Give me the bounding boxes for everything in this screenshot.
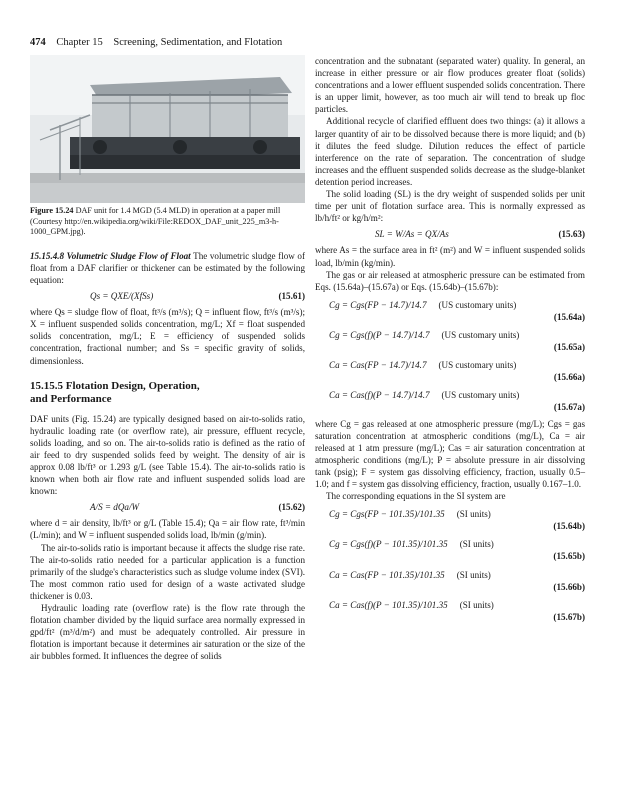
chapter-title: Screening, Sedimentation, and Flotation <box>113 37 283 48</box>
us-equation: Ca = Cas(f)(P − 14.7)/14.7 (US customary units) (15.67a) <box>329 390 585 413</box>
where-paragraph-1: where Qs = sludge flow of float, ft³/s (m³/s); Q = influent flow, ft³/s (m³/s); X = influent suspended solids concentration, mg/L; Xf = float suspended solids concentration, mg/L; E = efficiency of suspended solids concentration, fractional number; and Ss = specific gravity of solids, dimensionless. <box>30 307 305 366</box>
paragraph: Hydraulic loading rate (overflow rate) is the flow rate through the flotation chamber divided by the liquid surface area normally expressed in gpd/ft² (m³/d/m²) and must be adequately controlled. Air pressure in flotation is important because it determines air saturation or the size of the air bubbles formed. It influences the degree of solids <box>30 603 305 662</box>
si-equation: Cg = Cgs(FP − 101.35)/101.35 (SI units) (15.64b) <box>329 509 585 532</box>
section-heading: 15.15.5 Flotation Design, Operation, and Performance <box>30 379 200 406</box>
si-equation: Ca = Cas(FP − 101.35)/101.35 (SI units) (15.66b) <box>329 569 585 592</box>
subsection-heading: 15.15.4.8 Volumetric Sludge Flow of Float <box>30 250 191 261</box>
us-equation: Cg = Cgs(FP − 14.7)/14.7 (US customary units) (15.64a) <box>329 299 585 322</box>
paragraph: Additional recycle of clarified effluent does two things: (a) it allows a larger quantity of air to be dissolved because there is more liquid; and (b) it dilutes the feed sludge. Dilution reduces the effect of particle interference on the rate of separation. The concentration of sludge increases and the effluent suspended solids decrease as the sludge-blanket detention period increases. <box>315 116 585 187</box>
paragraph: DAF units (Fig. 15.24) are typically designed based on air-to-solids ratio, hydraulic loading rate (or overflow rate), air pressure, effluent recycle, solids loading, and so on. The air-to-solids ratio is defined as the ratio of air feed to dry suspended solids feed by weight. The density of air is approx 0.08 lb/ft³ or 1.293 g/L (see Table 15.4). The air-to-solids ratio is known when both air flow rate and influent suspended solids load are known: <box>30 413 305 497</box>
equation-15-61: Qs = QXE/(XfSs) (15.61) <box>90 291 305 302</box>
us-equation: Ca = Cas(FP − 14.7)/14.7 (US customary units) (15.66a) <box>329 360 585 383</box>
subsection-paragraph: 15.15.4.8 Volumetric Sludge Flow of Float The volumetric sludge flow of float from a DAF clarifier or thickener can be estimated by the following equation: <box>30 250 305 285</box>
si-equation: Cg = Cgs(f)(P − 101.35)/101.35 (SI units) (15.65b) <box>329 539 585 562</box>
si-equation: Ca = Cas(f)(P − 101.35)/101.35 (SI units) (15.67b) <box>329 599 585 622</box>
where-paragraph-3: where As = the surface area in ft² (m²) and W = influent suspended solids load, lb/min (kg/min). <box>315 245 585 268</box>
paragraph: concentration and the subnatant (separated water) quality. In general, an increase in either pressure or air flow produces greater float (solids) concentrations and a lower effluent suspended solids concentration. There is an upper limit, however, as too much air will tend to break up floc particles. <box>315 56 585 115</box>
page-number: 474 <box>30 37 46 48</box>
figure-caption: Figure 15.24 DAF unit for 1.4 MGD (5.4 MLD) in operation at a paper mill (Courtesy http://en.wikipedia.org/wiki/File:REDOX_DAF_unit_225_m3-h-1000_GPM.jpg). <box>30 206 281 237</box>
paragraph: The air-to-solids ratio is important because it affects the sludge rise rate. The air-to-solids ratio needed for a particular application is a function primarily of the sludge's characteristics such as sludge volume index (SVI). The most common ratio used for design of a waste activated sludge thickener is 0.03. <box>30 542 305 601</box>
paragraph: The solid loading (SL) is the dry weight of suspended solids per unit time per unit of flotation surface area. This is normally expressed as lb/h/ft² or kg/h/m²: <box>315 189 585 224</box>
us-equation: Cg = Cgs(f)(P − 14.7)/14.7 (US customary units) (15.65a) <box>329 329 585 353</box>
equation-15-62: A/S = dQa/W (15.62) <box>90 502 305 513</box>
daf-unit-photo <box>30 55 305 203</box>
running-header <box>30 37 282 48</box>
paragraph: The corresponding equations in the SI system are <box>326 491 506 502</box>
left-column <box>30 55 305 663</box>
figure-label: Figure 15.24 <box>30 206 74 215</box>
where-paragraph-2: where d = air density, lb/ft³ or g/L (Table 15.4); Qa = air flow rate, ft³/min (L/min); and W = influent suspended solids load, lb/min (g/min). <box>30 518 305 541</box>
chapter-label: Chapter 15 <box>56 37 103 48</box>
equation-15-63: SL = W/As = QX/As (15.63) <box>375 229 585 240</box>
right-column <box>315 55 585 627</box>
where-paragraph-4: where Cg = gas released at one atmospheric pressure (mg/L); Cgs = gas saturation concentration at atmospheric conditions (mg/L), Ca = air released at 1 atm pressure (mg/L); Cas = air saturation concentration at atmospheric conditions (mg/L); P = absolute pressure in air dissolving tank (psig); F = system gas dissolving efficiency, fraction, usually 0.5–1.0; and f = system gas dissolving efficiency, fraction, usually 0.167–1.0. <box>315 418 585 489</box>
paragraph: The gas or air released at atmospheric pressure can be estimated from Eqs. (15.64a)–(15.67a) or Eqs. (15.64b)–(15.67b): <box>315 269 585 292</box>
